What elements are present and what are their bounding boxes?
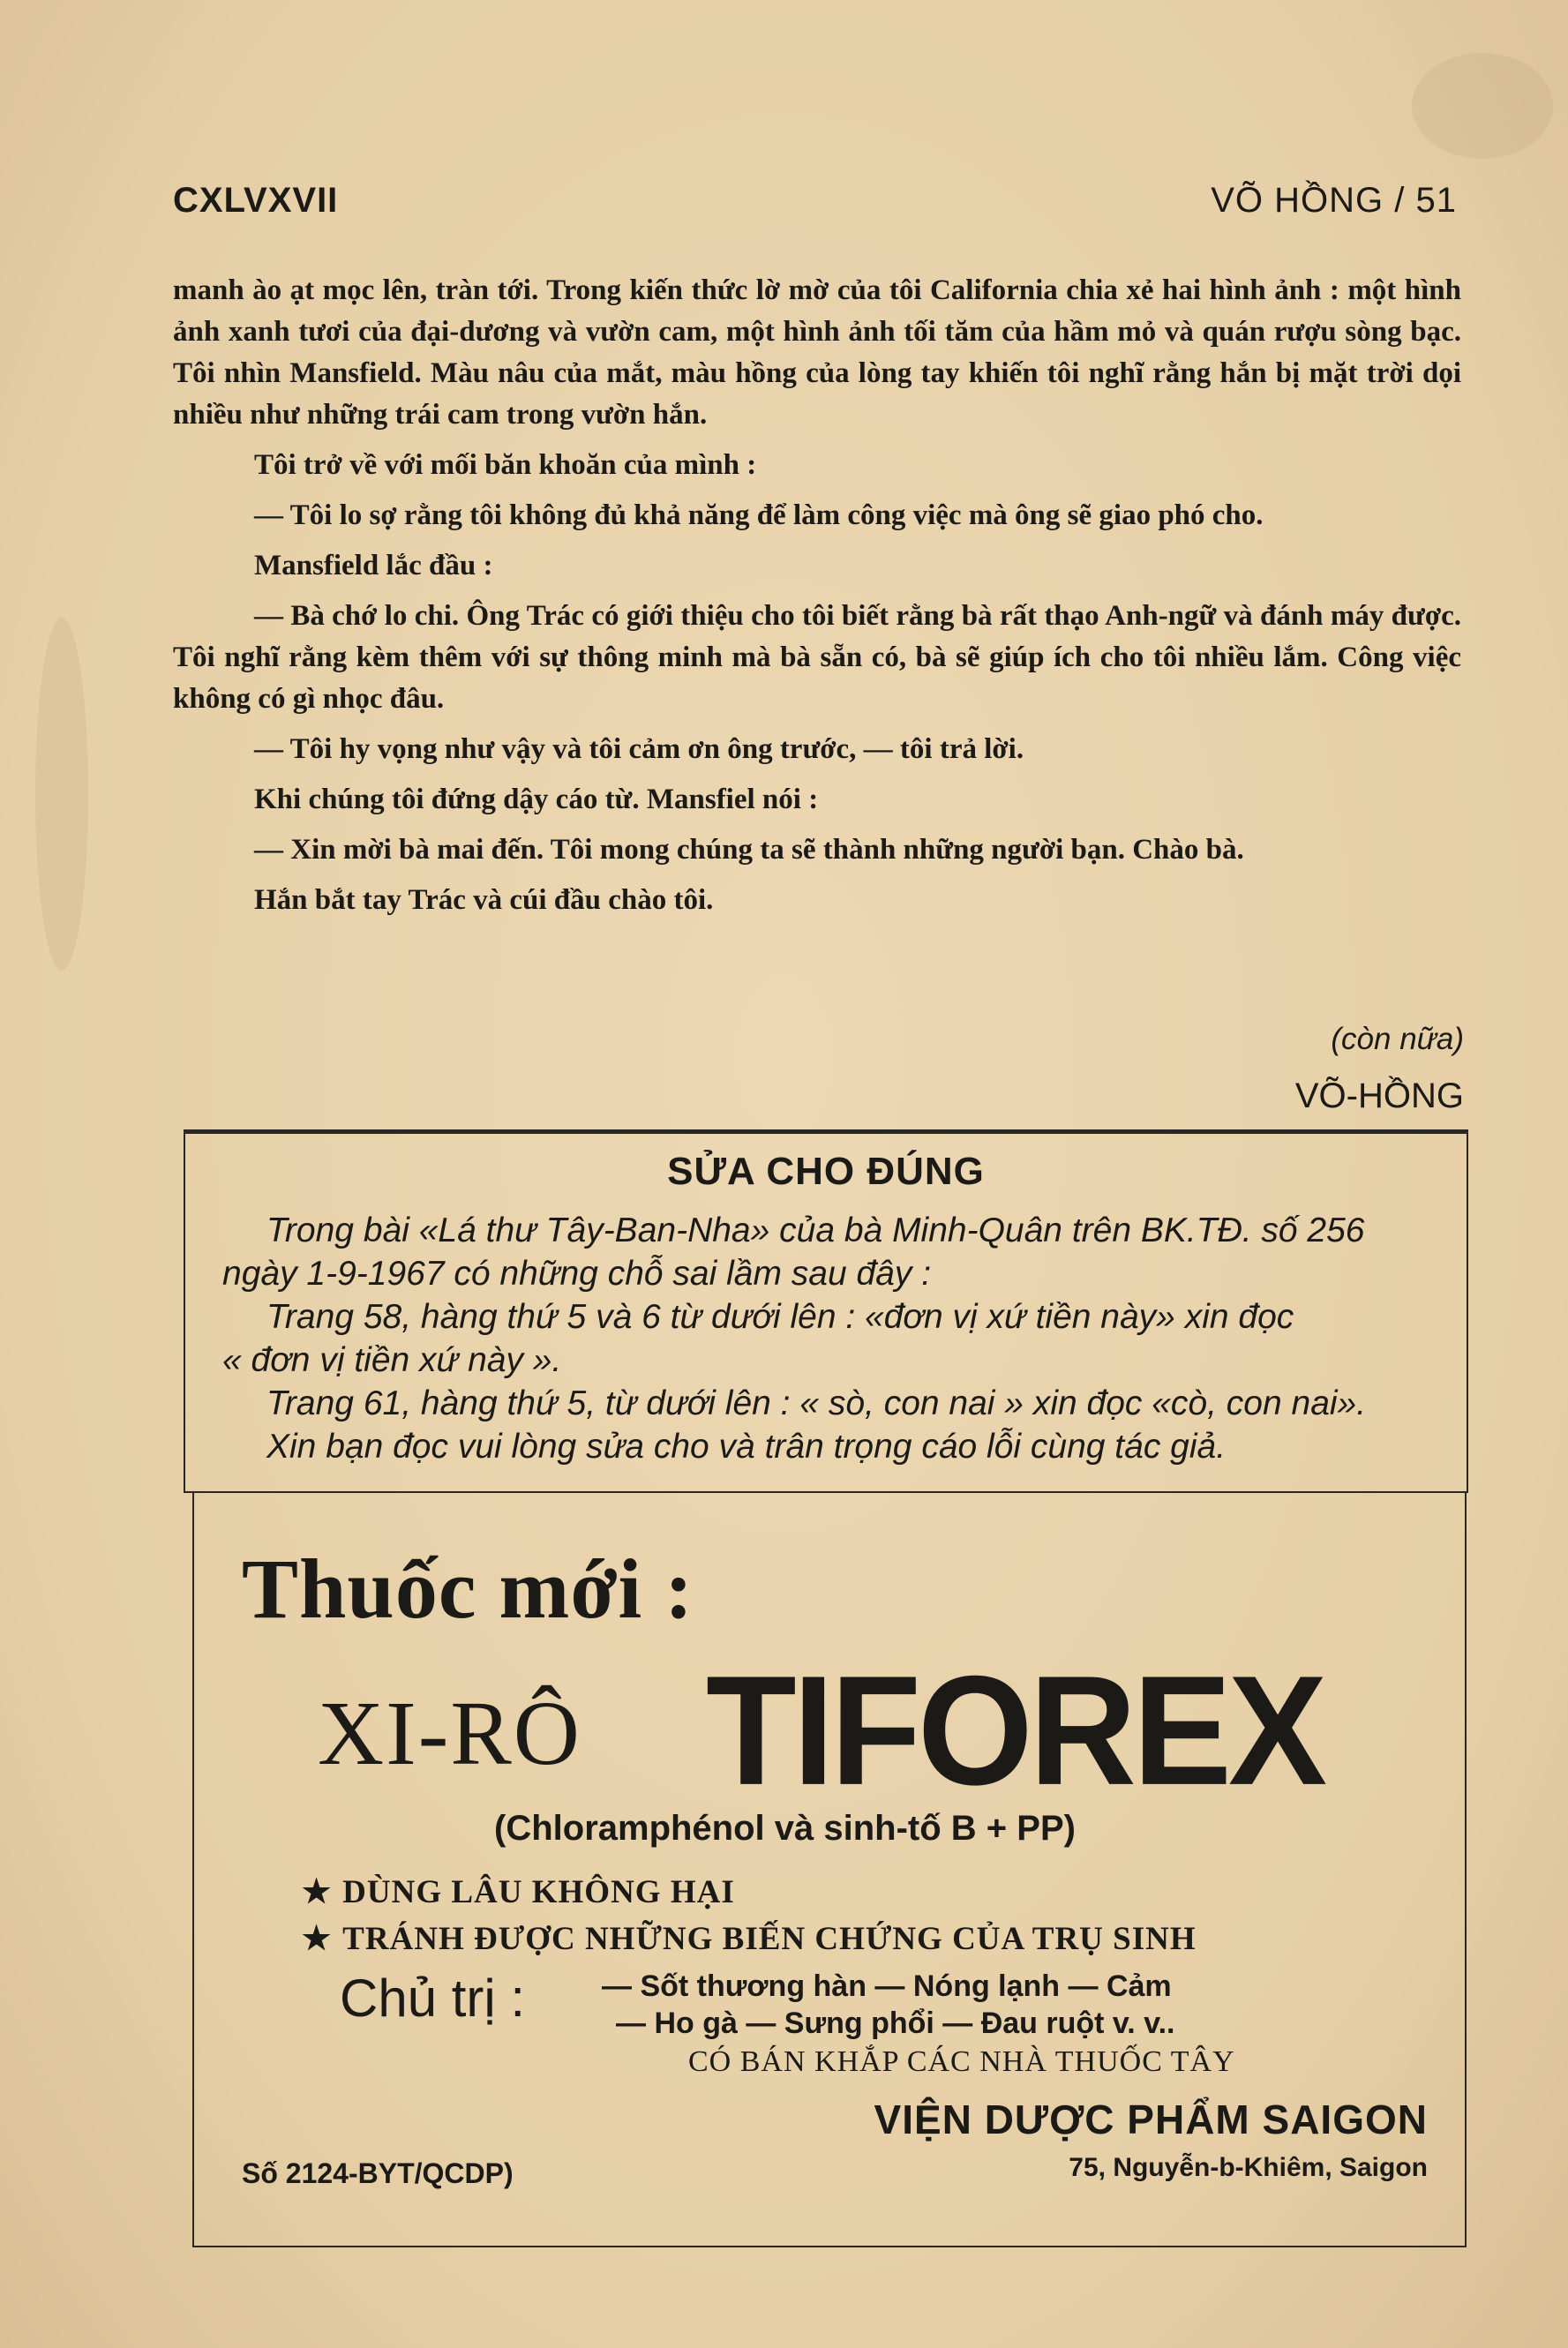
paper-stain <box>1412 53 1553 159</box>
paragraph: — Xin mời bà mai đến. Tôi mong chúng ta sẽ thành những người bạn. Chào bà. <box>254 834 1244 866</box>
correction-box <box>184 1129 1468 1493</box>
paper-stain <box>35 618 88 971</box>
paragraph: — Tôi lo sợ rằng tôi không đủ khả năng để làm công việc mà ông sẽ giao phó cho. <box>254 499 1264 531</box>
correction-line: Trang 58, hàng thứ 5 và 6 từ dưới lên : «đơn vị xứ tiền này» xin đọc <box>266 1298 1294 1336</box>
ad-product-prefix: XI-RÔ <box>318 1683 581 1784</box>
ad-bullet-text: TRÁNH ĐƯỢC NHỮNG BIẾN CHỨNG CỦA TRỤ SINH <box>342 1921 1197 1957</box>
continued-note: (còn nữa) <box>1331 1022 1464 1056</box>
correction-line: Trong bài «Lá thư Tây-Ban-Nha» của bà Minh-Quân trên BK.TĐ. số 256 <box>266 1212 1365 1249</box>
correction-line: « đơn vị tiền xứ này ». <box>222 1341 562 1379</box>
page-header <box>173 181 1457 234</box>
ad-address: 75, Nguyễn-b-Khiêm, Saigon <box>1069 2153 1428 2182</box>
ad-indications-line: — Ho gà — Sưng phổi — Đau ruột v. v.. <box>616 2007 1175 2040</box>
paragraph: Tôi trở về với mối băn khoăn của mình : <box>254 449 757 481</box>
star-icon: ★ <box>302 1921 333 1957</box>
issue-number: CXLVXVII <box>173 181 339 220</box>
star-icon: ★ <box>302 1874 333 1910</box>
ad-bullet <box>302 1919 1197 1958</box>
correction-line: Trang 61, hàng thứ 5, từ dưới lên : « sò, con nai » xin đọc «cò, con nai». <box>266 1384 1367 1422</box>
ad-availability: CÓ BÁN KHẮP CÁC NHÀ THUỐC TÂY <box>688 2045 1235 2078</box>
ad-manufacturer: VIỆN DƯỢC PHẨM SAIGON <box>874 2097 1428 2142</box>
paragraph: Hắn bắt tay Trác và cúi đầu chào tôi. <box>254 884 714 916</box>
article-body <box>173 270 1461 930</box>
ad-brand-name: TIFOREX <box>706 1643 1324 1818</box>
paragraph: — Tôi hy vọng như vậy và tôi cảm ơn ông trước, — tôi trả lời. <box>254 733 1024 765</box>
page-author-number: VÕ HỒNG / 51 <box>1211 181 1457 220</box>
ad-indications-label: Chủ trị : <box>340 1969 526 2028</box>
paragraph: Mansfield lắc đầu : <box>254 550 493 581</box>
correction-text <box>222 1209 1440 1468</box>
correction-title: SỬA CHO ĐÚNG <box>667 1150 985 1193</box>
correction-line: ngày 1-9-1967 có những chỗ sai lầm sau đây : <box>222 1255 932 1293</box>
ad-bullet-text: DÙNG LÂU KHÔNG HẠI <box>342 1874 735 1910</box>
ad-indications-line: — Sốt thương hàn — Nóng lạnh — Cảm <box>602 1969 1172 2003</box>
ad-subtitle: (Chloramphénol và sinh-tố B + PP) <box>494 1809 1076 1848</box>
advertisement <box>192 1491 1467 2247</box>
paragraph: manh ào ạt mọc lên, tràn tới. Trong kiến thức lờ mờ của tôi California chia xẻ hai hình ảnh : một hình ảnh xanh tươi của đại-dương và vườn cam, một hình ảnh tối tăm của hầm mỏ và quán rượu sòng bạc. Tôi nhìn Mansfield. Màu nâu của mắt, màu hồng của lòng tay khiến tôi nghĩ rằng hắn bị mặt trời dọi nhiều như những trái cam trong vườn hắn. <box>173 274 1461 431</box>
ad-headline: Thuốc mới : <box>242 1542 694 1636</box>
correction-line: Xin bạn đọc vui lòng sửa cho và trân trọng cáo lỗi cùng tác giả. <box>266 1428 1227 1466</box>
paragraph: Khi chúng tôi đứng dậy cáo từ. Mansfiel nói : <box>254 784 819 815</box>
article-author: VÕ-HỒNG <box>1294 1076 1464 1115</box>
ad-bullet <box>302 1872 735 1911</box>
paragraph: — Bà chớ lo chi. Ông Trác có giới thiệu cho tôi biết rằng bà rất thạo Anh-ngữ và đánh máy được. Tôi nghĩ rằng kèm thêm với sự thông minh mà bà sẵn có, bà sẽ giúp ích cho tôi nhiều lắm. Công việc không có gì nhọc đâu. <box>173 600 1461 715</box>
ad-registration: Số 2124-BYT/QCDP) <box>242 2157 514 2189</box>
